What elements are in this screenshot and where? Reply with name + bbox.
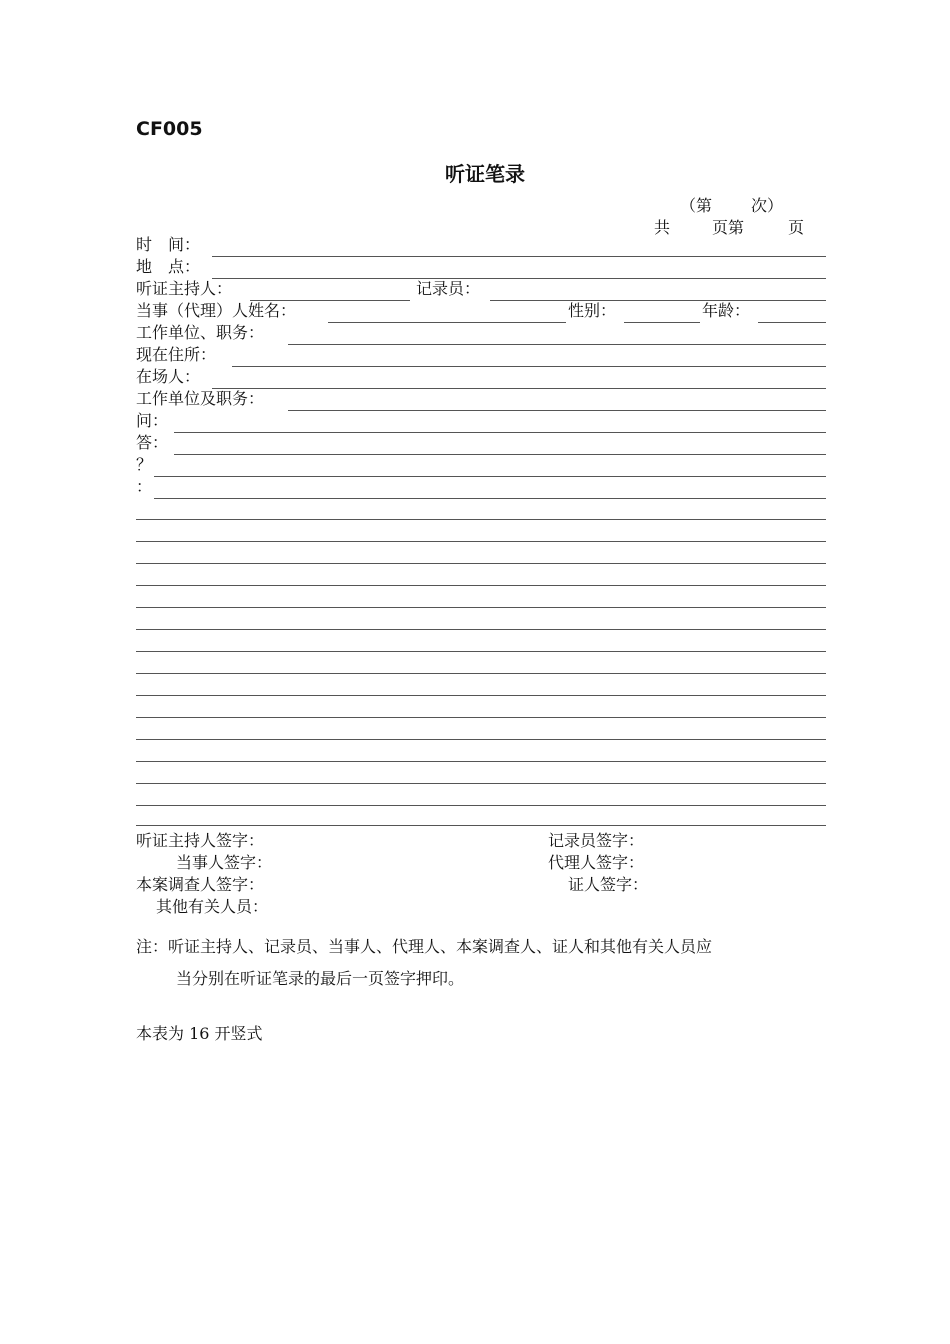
blank-line[interactable] [136, 825, 826, 826]
answer-label: 答： [136, 433, 169, 452]
colon-row [136, 479, 826, 499]
workplace-position-row [136, 325, 826, 345]
question-mark-label: ？ [136, 455, 153, 474]
format-note: 本表为 16 开竖式 [136, 1024, 263, 1043]
present-field[interactable] [212, 388, 826, 389]
question-field[interactable] [174, 432, 826, 433]
blank-line[interactable] [136, 629, 826, 630]
session-count-word: 次） [751, 196, 784, 215]
note-line-1: 注：听证主持人、记录员、当事人、代理人、本案调查人、证人和其他有关人员应 [136, 937, 713, 956]
workplace-position-field[interactable] [288, 344, 826, 345]
blank-line[interactable] [136, 673, 826, 674]
pages-total-prefix: 共 [654, 218, 671, 237]
place-row [136, 259, 826, 279]
blank-line[interactable] [136, 805, 826, 806]
time-label: 时 间： [136, 235, 201, 254]
host-recorder-row [136, 281, 826, 301]
workplace-position-label: 工作单位、职务： [136, 323, 265, 342]
blank-line[interactable] [136, 541, 826, 542]
residence-field[interactable] [232, 366, 826, 367]
party-name-field[interactable] [328, 322, 566, 323]
session-open: （第 [680, 196, 713, 215]
colon-field[interactable] [154, 498, 826, 499]
present-row [136, 369, 826, 389]
blank-line[interactable] [136, 761, 826, 762]
question-row [136, 413, 826, 433]
blank-line[interactable] [136, 739, 826, 740]
blank-line[interactable] [136, 717, 826, 718]
host-signature-label: 听证主持人签字： [136, 831, 265, 850]
age-label: 年龄： [702, 301, 751, 320]
workplace-and-position-label: 工作单位及职务： [136, 389, 265, 408]
recorder-signature-label: 记录员签字： [548, 831, 645, 850]
place-label: 地 点： [136, 257, 201, 276]
pages-suffix: 页 [788, 218, 805, 237]
investigator-signature-label: 本案调查人签字： [136, 875, 265, 894]
recorder-label: 记录员： [416, 279, 481, 298]
recorder-field[interactable] [490, 300, 826, 301]
gender-label: 性别： [568, 301, 617, 320]
note-line-2: 当分别在听证笔录的最后一页签字押印。 [176, 969, 465, 988]
agent-signature-label: 代理人签字： [548, 853, 645, 872]
form-code: CF005 [136, 118, 203, 140]
answer-row [136, 435, 826, 455]
residence-row [136, 347, 826, 367]
blank-line[interactable] [136, 651, 826, 652]
gender-field[interactable] [624, 322, 700, 323]
age-field[interactable] [758, 322, 826, 323]
blank-line[interactable] [136, 563, 826, 564]
place-field[interactable] [212, 278, 826, 279]
blank-line[interactable] [136, 519, 826, 520]
host-label: 听证主持人： [136, 279, 233, 298]
pages-mid: 页第 [712, 218, 745, 237]
blank-line[interactable] [136, 585, 826, 586]
party-row [136, 303, 826, 323]
answer-field[interactable] [174, 454, 826, 455]
time-field[interactable] [212, 256, 826, 257]
time-row [136, 237, 826, 257]
workplace-and-position-field[interactable] [288, 410, 826, 411]
present-label: 在场人： [136, 367, 201, 386]
others-signature-label: 其他有关人员： [156, 897, 269, 916]
question-mark-field[interactable] [154, 476, 826, 477]
blank-line[interactable] [136, 607, 826, 608]
party-name-label: 当事（代理）人姓名： [136, 301, 297, 320]
party-signature-label: 当事人签字： [176, 853, 273, 872]
blank-line[interactable] [136, 783, 826, 784]
question-label: 问： [136, 411, 169, 430]
blank-line[interactable] [136, 695, 826, 696]
residence-label: 现在住所： [136, 345, 217, 364]
witness-signature-label: 证人签字： [568, 875, 649, 894]
page-title: 听证笔录 [445, 162, 525, 186]
question-mark-row [136, 457, 826, 477]
workplace-and-position-row [136, 391, 826, 411]
colon-label: ： [136, 477, 153, 496]
